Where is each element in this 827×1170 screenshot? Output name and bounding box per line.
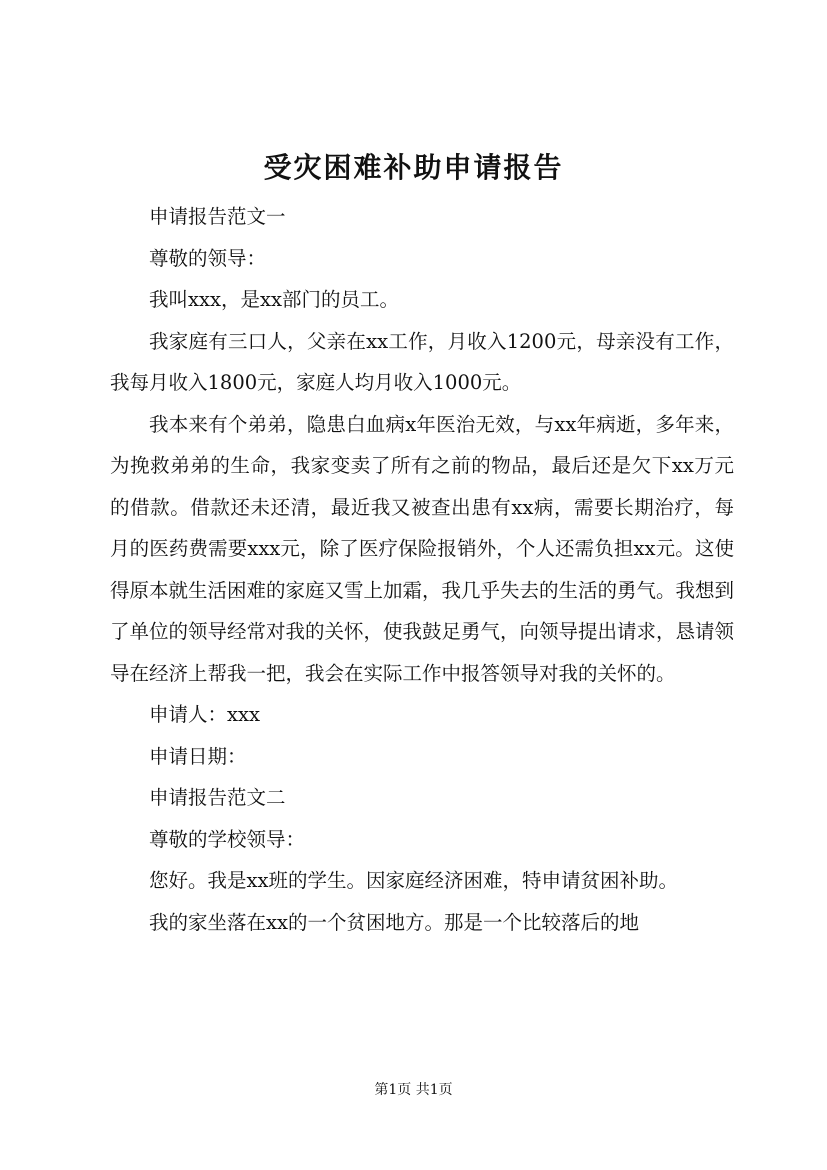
section-heading-2: 申请报告范文二 bbox=[149, 786, 286, 809]
salutation-2: 尊敬的学校领导： bbox=[149, 827, 306, 851]
paragraph-hardship: 我本来有个弟弟，隐患白血病x年医治无效，与xx年病逝，多年来，为挽救弟弟的生命，我家变卖了所有之前的物品，最后还是欠下xx万元的借款。借款还未还清，最近我又被查出患有xx病，需要长期治疗，每月的医药费需要xxx元，除了医疗保险报销外，个人还需负担xx元。这使得原本就生活困难的家庭又雪上加霜，我几乎失去的生活的勇气。我想到了单位的领导经常对我的关怀，使我鼓足勇气，向领导提出请求，恳请领导在经济上帮我一把，我会在实际工作中报答领导对我的关怀的。 bbox=[110, 412, 735, 685]
application-date-line: 申请日期： bbox=[149, 744, 247, 768]
paragraph-intro: 我叫xxx，是xx部门的员工。 bbox=[149, 288, 399, 311]
section-heading-1: 申请报告范文一 bbox=[149, 205, 286, 228]
document-title: 受灾困难补助申请报告 bbox=[263, 151, 564, 184]
salutation-1: 尊敬的领导： bbox=[149, 246, 267, 270]
applicant-line: 申请人：xxx bbox=[149, 703, 260, 726]
paragraph-home: 我的家坐落在xx的一个贫困地方。那是一个比较落后的地 bbox=[149, 910, 639, 934]
document-body bbox=[110, 196, 734, 943]
page-footer: 第1页 共1页 bbox=[374, 1082, 453, 1098]
paragraph-greeting: 您好。我是xx班的学生。因家庭经济困难，特申请贫困补助。 bbox=[149, 869, 678, 892]
paragraph-family-income: 我家庭有三口人，父亲在xx工作，月收入1200元，母亲没有工作，我每月收入1800元，家庭人均月收入1000元。 bbox=[110, 329, 734, 394]
